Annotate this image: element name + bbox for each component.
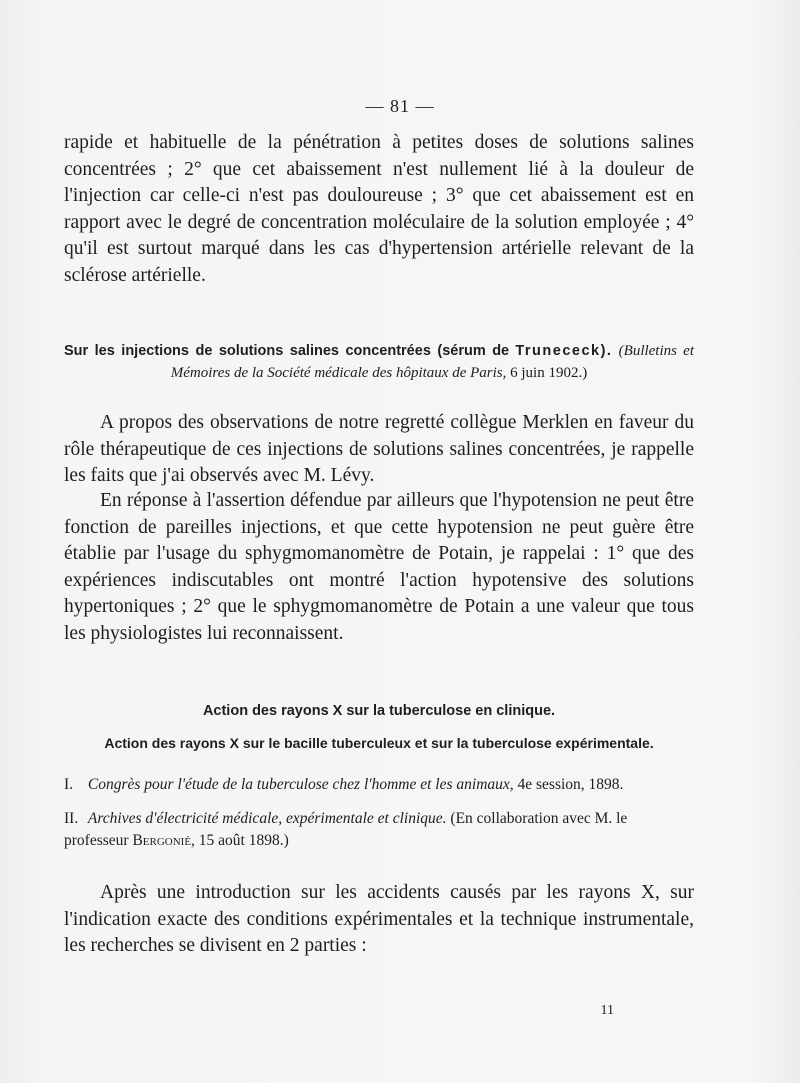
- reference-2-date: 15 août 1898.): [198, 832, 289, 849]
- heading-clinique: Action des rayons X sur la tuberculose en clinique.: [202, 703, 556, 719]
- reference-1-title: Congrès pour l'étude de la tuberculose chez l'homme et les animaux,: [87, 776, 514, 793]
- heading-experimentale: Action des rayons X sur le bacille tuberculeux et sur la tuberculose expérimentale.: [104, 735, 654, 751]
- note-injections: [64, 340, 694, 384]
- paragraph-3: [64, 488, 694, 647]
- note-injections-source-b: Mémoires de la Société médicale des hôpitaux de Paris,: [170, 365, 507, 381]
- note-injections-date: 6 juin 1902.): [510, 365, 588, 381]
- note-injections-source-a: (Bulletins et: [618, 343, 695, 359]
- reference-2-number: II.: [64, 810, 79, 827]
- paragraph-2: [64, 410, 694, 490]
- reference-2: [64, 808, 694, 852]
- reference-2-collab: (En collaboration avec M. le professeur: [64, 810, 628, 849]
- paragraph-1-text: rapide et habituelle de la pénétration à petites doses de solutions salines concentrées ; 2° que cet abaissement n'est nullement lié à la douleur de l'injection car celle-ci n'est pas douloureuse ; 3° que cet abaissement est en rapport avec le degré de concentration moléculaire de la solution employée ; 4° qu'il est surtout marqué dans les cas d'hypertension artérielle relevant de la sclérose artérielle.: [64, 132, 694, 286]
- signature-mark: 11: [600, 1003, 614, 1018]
- paragraph-1: [64, 130, 694, 289]
- note-injections-name: Trunececk).: [515, 343, 613, 359]
- page-number: — 81 —: [365, 96, 435, 116]
- reference-1-number: I.: [64, 776, 74, 793]
- reference-1: [64, 774, 694, 796]
- paragraph-3-text: En réponse à l'assertion défendue par ailleurs que l'hypotension ne peut être fonction de pareilles injections, et que cette hypotension ne peut guère être établie par l'usage du sphygmomanomètre de Potain, je rappelai : 1° que des expériences indiscutables ont montré l'action hypotensive des solutions hypertoniques ; 2° que le sphygmomanomètre de Potain a une valeur que tous les physiologistes lui reconnaissent.: [64, 490, 694, 644]
- paragraph-4-text: Après une introduction sur les accidents causés par les rayons X, sur l'indication exacte des conditions expérimentales et la technique instrumentale, les recherches se divisent en 2 parties :: [64, 882, 694, 956]
- reference-2-author: Bergonié,: [132, 832, 195, 849]
- reference-2-title: Archives d'électricité médicale, expérimentale et clinique.: [87, 810, 447, 827]
- note-injections-line-1: [64, 340, 694, 362]
- reference-1-session: 4e session, 1898.: [517, 776, 624, 793]
- paragraph-4: [64, 880, 694, 960]
- paragraph-2-text: A propos des observations de notre regretté collègue Merklen en faveur du rôle thérapeutique de ces injections de solutions salines concentrées, je rappelle les faits que j'ai observés avec M. Lévy.: [64, 412, 694, 486]
- note-injections-line-2: [64, 362, 694, 384]
- note-injections-title: Sur les injections de solutions salines concentrées (sérum de: [64, 343, 510, 359]
